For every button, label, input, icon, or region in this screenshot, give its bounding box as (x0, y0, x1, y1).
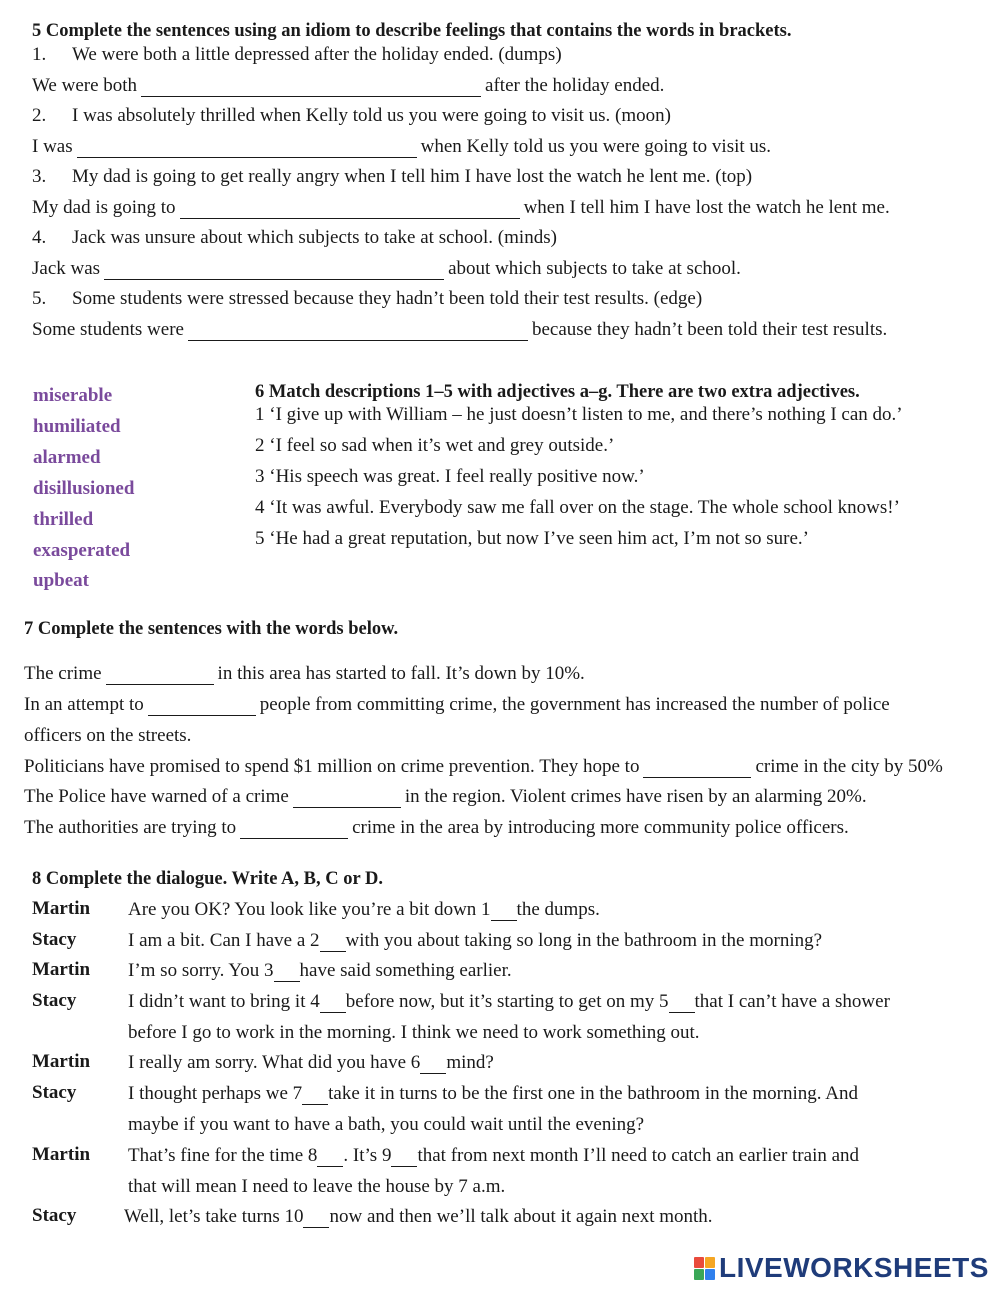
dialogue-line-6-cont: maybe if you want to have a bath, you could wait until the evening? (128, 1114, 645, 1135)
adjective-disillusioned[interactable]: disillusioned (33, 478, 135, 499)
adjective-thrilled[interactable]: thrilled (33, 509, 94, 530)
speaker-label: Stacy (32, 929, 77, 950)
logo-square-icon (694, 1269, 704, 1280)
logo-square-icon (694, 1257, 704, 1268)
section-5-answer-3: My dad is going to when I tell him I have lost the watch he lent me. (32, 197, 890, 218)
section-5-prompt-4: 4. Jack was unsure about which subjects to take at school. (minds) (32, 227, 557, 248)
speaker-label: Martin (32, 1144, 91, 1165)
description-5[interactable]: 5 ‘He had a great reputation, but now I’ve seen him act, I’m not so sure.’ (255, 528, 809, 549)
logo-text: LIVEWORKSHEETS (719, 1252, 989, 1283)
section-6-heading: 6 Match descriptions 1–5 with adjectives a–g. There are two extra adjectives. (255, 382, 860, 402)
answer-blank-7-5[interactable] (240, 818, 348, 839)
answer-blank-7-4[interactable] (293, 787, 401, 808)
speaker-label: Stacy (32, 1205, 77, 1226)
section-7-line-3: Politicians have promised to spend $1 million on crime prevention. They hope to crime in the city by 50% (24, 756, 943, 777)
description-2[interactable]: 2 ‘I feel so sad when it’s wet and grey outside.’ (255, 435, 615, 456)
section-8-heading: 8 Complete the dialogue. Write A, B, C or D. (32, 869, 383, 889)
speaker-label: Stacy (32, 1082, 77, 1103)
speaker-label: Martin (32, 1051, 91, 1072)
adjective-exasperated[interactable]: exasperated (33, 540, 131, 561)
section-5-answer-2: I was when Kelly told us you were going to visit us. (32, 136, 772, 157)
adjective-upbeat[interactable]: upbeat (33, 570, 89, 591)
answer-blank-8-4[interactable] (320, 992, 346, 1013)
logo-square-icon (705, 1257, 715, 1268)
logo-grid-icon (694, 1257, 715, 1280)
description-4[interactable]: 4 ‘It was awful. Everybody saw me fall over on the stage. The whole school knows!’ (255, 497, 900, 518)
section-7-line-1: The crime in this area has started to fall. It’s down by 10%. (24, 663, 585, 684)
dialogue-line-6: I thought perhaps we 7 take it in turns to be the first one in the bathroom in the morning. And (128, 1083, 858, 1104)
section-5-answer-5: Some students were because they hadn’t been told their test results. (32, 319, 888, 340)
answer-blank-8-7[interactable] (302, 1084, 328, 1105)
adjective-humiliated[interactable]: humiliated (33, 416, 121, 437)
section-5-answer-1: We were both after the holiday ended. (32, 75, 665, 96)
answer-blank-7-1[interactable] (106, 664, 214, 685)
answer-blank-8-1[interactable] (491, 900, 517, 921)
dialogue-line-3: I’m so sorry. You 3 have said something earlier. (128, 960, 512, 981)
logo-square-icon (705, 1269, 715, 1280)
dialogue-line-4-cont: before I go to work in the morning. I think we need to work something out. (128, 1022, 700, 1043)
section-5-prompt-3: 3. My dad is going to get really angry when I tell him I have lost the watch he lent me. (top) (32, 166, 753, 187)
answer-blank-5-4[interactable] (104, 259, 444, 280)
dialogue-line-4: I didn’t want to bring it 4 before now, but it’s starting to get on my 5 that I can’t have a shower (128, 991, 890, 1012)
answer-blank-5-1[interactable] (141, 76, 481, 97)
answer-blank-8-3[interactable] (274, 961, 300, 982)
answer-blank-5-3[interactable] (180, 198, 520, 219)
section-5-prompt-1: 1. We were both a little depressed after the holiday ended. (dumps) (32, 44, 562, 65)
section-7-heading: 7 Complete the sentences with the words below. (24, 619, 399, 639)
section-7-line-5: The authorities are trying to crime in the area by introducing more community police officers. (24, 817, 849, 838)
section-5-prompt-2: 2. I was absolutely thrilled when Kelly told us you were going to visit us. (moon) (32, 105, 671, 126)
speaker-label: Martin (32, 959, 91, 980)
liveworksheets-logo (694, 1253, 989, 1283)
answer-blank-8-6[interactable] (420, 1053, 446, 1074)
dialogue-line-7-cont: that will mean I need to leave the house by 7 a.m. (128, 1176, 506, 1197)
dialogue-line-8: Well, let’s take turns 10 now and then we’ll talk about it again next month. (124, 1206, 713, 1227)
section-5-answer-4: Jack was about which subjects to take at school. (32, 258, 741, 279)
answer-blank-5-2[interactable] (77, 137, 417, 158)
speaker-label: Stacy (32, 990, 77, 1011)
section-7-line-4: The Police have warned of a crime in the region. Violent crimes have risen by an alarming 20%. (24, 786, 867, 807)
section-5-prompt-5: 5. Some students were stressed because they hadn’t been told their test results. (edge) (32, 288, 703, 309)
adjective-alarmed[interactable]: alarmed (33, 447, 101, 468)
adjective-miserable[interactable]: miserable (33, 385, 113, 406)
section-5-heading: 5 Complete the sentences using an idiom to describe feelings that contains the words in brackets. (32, 21, 792, 41)
answer-blank-8-5[interactable] (669, 992, 695, 1013)
section-7-line-2: In an attempt to people from committing crime, the government has increased the number of police (24, 694, 890, 715)
answer-blank-5-5[interactable] (188, 320, 528, 341)
answer-blank-8-9[interactable] (391, 1146, 417, 1167)
section-7-line-2-cont: officers on the streets. (24, 725, 192, 746)
answer-blank-7-3[interactable] (643, 757, 751, 778)
answer-blank-8-2[interactable] (320, 931, 346, 952)
description-3[interactable]: 3 ‘His speech was great. I feel really positive now.’ (255, 466, 645, 487)
speaker-label: Martin (32, 898, 91, 919)
answer-blank-7-2[interactable] (148, 695, 256, 716)
dialogue-line-2: I am a bit. Can I have a 2 with you about taking so long in the bathroom in the morning? (128, 930, 823, 951)
answer-blank-8-10[interactable] (303, 1207, 329, 1228)
description-1[interactable]: 1 ‘I give up with William – he just doesn’t listen to me, and there’s nothing I can do.’ (255, 404, 903, 425)
dialogue-line-5: I really am sorry. What did you have 6 mind? (128, 1052, 494, 1073)
answer-blank-8-8[interactable] (317, 1146, 343, 1167)
dialogue-line-1: Are you OK? You look like you’re a bit down 1 the dumps. (128, 899, 600, 920)
dialogue-line-7: That’s fine for the time 8 . It’s 9 that from next month I’ll need to catch an earlier train and (128, 1145, 860, 1166)
